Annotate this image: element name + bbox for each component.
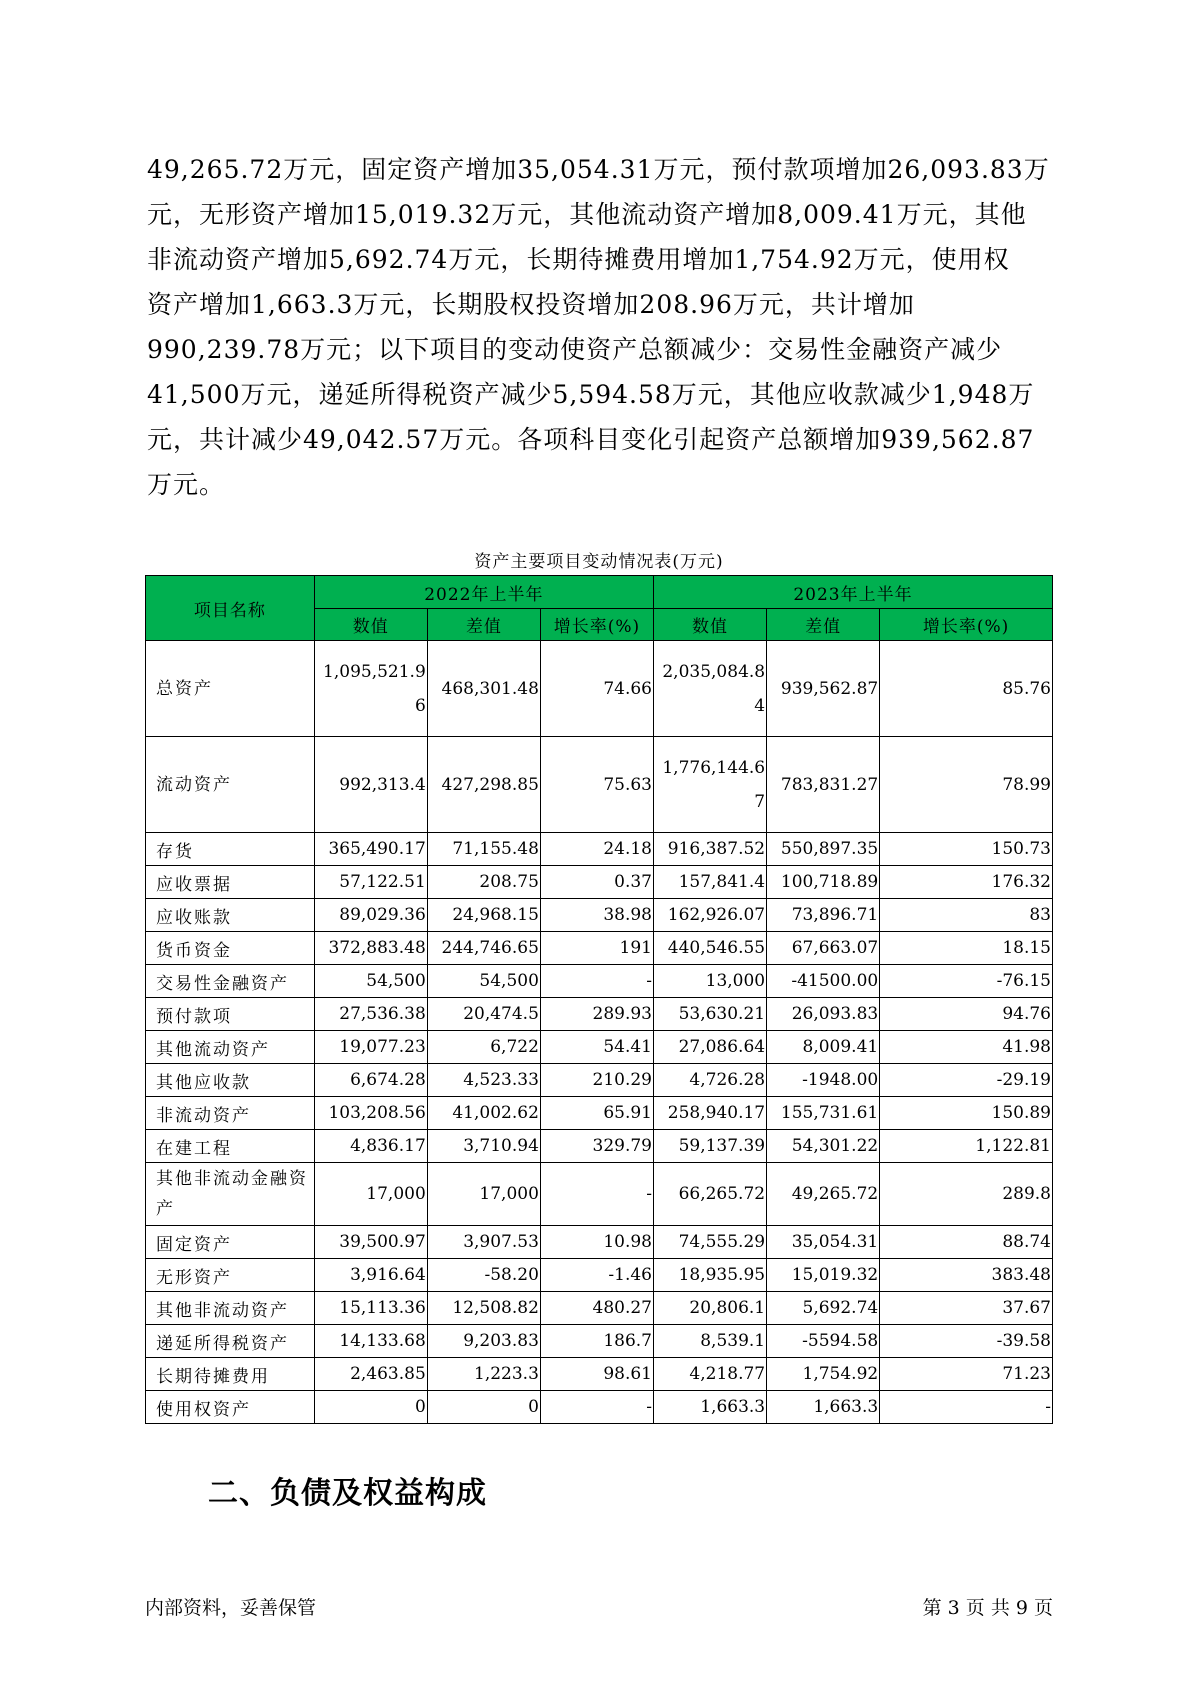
cell-value-2022: 992,313.4	[314, 737, 427, 833]
cell-diff-2022: 9,203.83	[427, 1325, 540, 1358]
cell-value-2022: 4,836.17	[314, 1130, 427, 1163]
table-caption: 资产主要项目变动情况表(万元)	[474, 552, 724, 572]
footer-confidential-note: 内部资料，妥善保管	[145, 1597, 317, 1619]
cell-growth-2022: 38.98	[540, 899, 653, 932]
cell-value-2023: 258,940.17	[654, 1097, 767, 1130]
row-item-name: 在建工程	[146, 1130, 315, 1163]
table-row	[146, 1358, 1053, 1391]
table-row	[146, 998, 1053, 1031]
table-row	[146, 965, 1053, 998]
cell-diff-2022: 0	[427, 1391, 540, 1424]
table-row	[146, 1325, 1053, 1358]
cell-value-2022: 14,133.68	[314, 1325, 427, 1358]
cell-value-2022: 39,500.97	[314, 1226, 427, 1259]
cell-growth-2023: 88.74	[880, 1226, 1053, 1259]
cell-growth-2023: 37.67	[880, 1292, 1053, 1325]
cell-diff-2023: 1,754.92	[767, 1358, 880, 1391]
cell-value-2023: 4,218.77	[654, 1358, 767, 1391]
paragraph-line: 资产增加1,663.3万元，长期股权投资增加208.96万元，共计增加	[147, 290, 915, 319]
cell-diff-2023: 73,896.71	[767, 899, 880, 932]
paragraph-line: 41,500万元，递延所得税资产减少5,594.58万元，其他应收款减少1,948万	[147, 380, 1035, 409]
cell-diff-2023: 1,663.3	[767, 1391, 880, 1424]
cell-value-2022: 89,029.36	[314, 899, 427, 932]
cell-diff-2022: 12,508.82	[427, 1292, 540, 1325]
row-item-name: 货币资金	[146, 932, 315, 965]
cell-value-2023: 1,776,144.67	[654, 737, 767, 833]
cell-growth-2022: 98.61	[540, 1358, 653, 1391]
row-item-name: 其他非流动资产	[146, 1292, 315, 1325]
cell-growth-2023: 176.32	[880, 866, 1053, 899]
cell-diff-2022: 208.75	[427, 866, 540, 899]
cell-value-2022: 15,113.36	[314, 1292, 427, 1325]
row-item-name: 无形资产	[146, 1259, 315, 1292]
row-item-name: 应收票据	[146, 866, 315, 899]
cell-diff-2022: 427,298.85	[427, 737, 540, 833]
cell-growth-2022: 329.79	[540, 1130, 653, 1163]
cell-diff-2023: -1948.00	[767, 1064, 880, 1097]
table-row	[146, 866, 1053, 899]
cell-growth-2023: 94.76	[880, 998, 1053, 1031]
cell-value-2023: 157,841.4	[654, 866, 767, 899]
cell-value-2022: 365,490.17	[314, 833, 427, 866]
cell-diff-2023: 8,009.41	[767, 1031, 880, 1064]
cell-value-2022: 6,674.28	[314, 1064, 427, 1097]
cell-value-2023: 916,387.52	[654, 833, 767, 866]
cell-growth-2022: 186.7	[540, 1325, 653, 1358]
cell-growth-2023: 41.98	[880, 1031, 1053, 1064]
cell-diff-2023: 35,054.31	[767, 1226, 880, 1259]
table-row	[146, 932, 1053, 965]
cell-value-2022: 3,916.64	[314, 1259, 427, 1292]
cell-diff-2022: 6,722	[427, 1031, 540, 1064]
header-growth-2023: 增长率(%)	[880, 609, 1053, 641]
cell-growth-2022: 54.41	[540, 1031, 653, 1064]
cell-diff-2023: 100,718.89	[767, 866, 880, 899]
cell-growth-2023: 383.48	[880, 1259, 1053, 1292]
section-heading: 二、负债及权益构成	[208, 1476, 487, 1511]
cell-diff-2023: 783,831.27	[767, 737, 880, 833]
cell-value-2023: 4,726.28	[654, 1064, 767, 1097]
cell-growth-2022: 75.63	[540, 737, 653, 833]
cell-growth-2023: 78.99	[880, 737, 1053, 833]
paragraph-line: 990,239.78万元；以下项目的变动使资产总额减少：交易性金融资产减少	[147, 335, 1003, 364]
table-row	[146, 1064, 1053, 1097]
cell-value-2023: 162,926.07	[654, 899, 767, 932]
body-paragraph	[147, 147, 1052, 507]
table-row	[146, 833, 1053, 866]
table-row	[146, 1292, 1053, 1325]
cell-growth-2023: -39.58	[880, 1325, 1053, 1358]
cell-growth-2023: -29.19	[880, 1064, 1053, 1097]
cell-diff-2023: 15,019.32	[767, 1259, 880, 1292]
cell-diff-2022: 468,301.48	[427, 641, 540, 737]
cell-value-2023: 2,035,084.84	[654, 641, 767, 737]
cell-diff-2023: 5,692.74	[767, 1292, 880, 1325]
cell-value-2023: 8,539.1	[654, 1325, 767, 1358]
cell-growth-2022: 10.98	[540, 1226, 653, 1259]
cell-value-2022: 0	[314, 1391, 427, 1424]
paragraph-line: 万元。	[147, 470, 226, 499]
row-item-name: 长期待摊费用	[146, 1358, 315, 1391]
header-value-2022: 数值	[314, 609, 427, 641]
cell-diff-2023: 49,265.72	[767, 1163, 880, 1226]
table-row	[146, 1130, 1053, 1163]
cell-diff-2022: 3,710.94	[427, 1130, 540, 1163]
paragraph-line: 元，共计减少49,042.57万元。各项科目变化引起资产总额增加939,562.87	[147, 425, 1035, 454]
header-growth-2022: 增长率(%)	[540, 609, 653, 641]
cell-growth-2023: 150.89	[880, 1097, 1053, 1130]
table-row	[146, 1391, 1053, 1424]
cell-diff-2023: 26,093.83	[767, 998, 880, 1031]
cell-growth-2022: -1.46	[540, 1259, 653, 1292]
cell-value-2023: 27,086.64	[654, 1031, 767, 1064]
cell-growth-2023: 1,122.81	[880, 1130, 1053, 1163]
cell-growth-2023: 85.76	[880, 641, 1053, 737]
header-period-2023: 2023年上半年	[654, 576, 1053, 609]
cell-value-2023: 74,555.29	[654, 1226, 767, 1259]
row-item-name: 总资产	[146, 641, 315, 737]
cell-diff-2022: 4,523.33	[427, 1064, 540, 1097]
cell-diff-2022: -58.20	[427, 1259, 540, 1292]
cell-diff-2023: 550,897.35	[767, 833, 880, 866]
row-item-name: 其他流动资产	[146, 1031, 315, 1064]
cell-diff-2023: -41500.00	[767, 965, 880, 998]
row-item-name: 使用权资产	[146, 1391, 315, 1424]
cell-growth-2022: 74.66	[540, 641, 653, 737]
cell-growth-2023: -76.15	[880, 965, 1053, 998]
cell-diff-2023: -5594.58	[767, 1325, 880, 1358]
cell-value-2022: 19,077.23	[314, 1031, 427, 1064]
cell-value-2023: 1,663.3	[654, 1391, 767, 1424]
header-diff-2023: 差值	[767, 609, 880, 641]
row-item-name: 应收账款	[146, 899, 315, 932]
cell-growth-2023: 83	[880, 899, 1053, 932]
cell-growth-2023: 71.23	[880, 1358, 1053, 1391]
cell-diff-2022: 24,968.15	[427, 899, 540, 932]
cell-diff-2023: 54,301.22	[767, 1130, 880, 1163]
row-item-name: 固定资产	[146, 1226, 315, 1259]
row-item-name: 非流动资产	[146, 1097, 315, 1130]
cell-diff-2022: 20,474.5	[427, 998, 540, 1031]
footer-page-number: 第 3 页 共 9 页	[922, 1597, 1053, 1619]
cell-growth-2023: 289.8	[880, 1163, 1053, 1226]
cell-diff-2022: 54,500	[427, 965, 540, 998]
header-item-name: 项目名称	[146, 576, 315, 641]
table-row	[146, 641, 1053, 737]
cell-value-2022: 54,500	[314, 965, 427, 998]
row-item-name: 流动资产	[146, 737, 315, 833]
table-row	[146, 1259, 1053, 1292]
table-row	[146, 737, 1053, 833]
cell-value-2023: 18,935.95	[654, 1259, 767, 1292]
paragraph-line: 非流动资产增加5,692.74万元，长期待摊费用增加1,754.92万元，使用权	[147, 245, 1010, 274]
cell-growth-2022: 0.37	[540, 866, 653, 899]
cell-value-2023: 440,546.55	[654, 932, 767, 965]
cell-growth-2023: -	[880, 1391, 1053, 1424]
table-row	[146, 1226, 1053, 1259]
row-item-name: 存货	[146, 833, 315, 866]
row-item-name: 递延所得税资产	[146, 1325, 315, 1358]
header-period-2022: 2022年上半年	[314, 576, 653, 609]
cell-growth-2022: -	[540, 965, 653, 998]
row-item-name: 预付款项	[146, 998, 315, 1031]
cell-diff-2023: 155,731.61	[767, 1097, 880, 1130]
cell-value-2022: 372,883.48	[314, 932, 427, 965]
cell-value-2022: 103,208.56	[314, 1097, 427, 1130]
cell-growth-2022: 289.93	[540, 998, 653, 1031]
header-diff-2022: 差值	[427, 609, 540, 641]
paragraph-line: 49,265.72万元，固定资产增加35,054.31万元，预付款项增加26,093.83万	[147, 155, 1050, 184]
row-item-name: 交易性金融资产	[146, 965, 315, 998]
table-row	[146, 1097, 1053, 1130]
table-row	[146, 1163, 1053, 1226]
cell-growth-2022: -	[540, 1391, 653, 1424]
cell-growth-2023: 18.15	[880, 932, 1053, 965]
header-value-2023: 数值	[654, 609, 767, 641]
table-row	[146, 899, 1053, 932]
cell-value-2022: 2,463.85	[314, 1358, 427, 1391]
cell-diff-2022: 244,746.65	[427, 932, 540, 965]
row-item-name: 其他非流动金融资产	[146, 1163, 315, 1226]
cell-value-2022: 17,000	[314, 1163, 427, 1226]
cell-growth-2023: 150.73	[880, 833, 1053, 866]
cell-diff-2022: 41,002.62	[427, 1097, 540, 1130]
cell-value-2023: 13,000	[654, 965, 767, 998]
cell-growth-2022: 210.29	[540, 1064, 653, 1097]
cell-value-2022: 1,095,521.96	[314, 641, 427, 737]
cell-diff-2022: 71,155.48	[427, 833, 540, 866]
cell-growth-2022: 191	[540, 932, 653, 965]
cell-growth-2022: -	[540, 1163, 653, 1226]
row-item-name: 其他应收款	[146, 1064, 315, 1097]
cell-growth-2022: 24.18	[540, 833, 653, 866]
cell-value-2023: 66,265.72	[654, 1163, 767, 1226]
cell-value-2023: 59,137.39	[654, 1130, 767, 1163]
cell-value-2023: 53,630.21	[654, 998, 767, 1031]
table-row	[146, 1031, 1053, 1064]
cell-growth-2022: 480.27	[540, 1292, 653, 1325]
cell-diff-2023: 67,663.07	[767, 932, 880, 965]
cell-diff-2022: 1,223.3	[427, 1358, 540, 1391]
cell-diff-2023: 939,562.87	[767, 641, 880, 737]
cell-value-2023: 20,806.1	[654, 1292, 767, 1325]
asset-change-table	[145, 575, 1053, 1424]
cell-diff-2022: 17,000	[427, 1163, 540, 1226]
cell-diff-2022: 3,907.53	[427, 1226, 540, 1259]
paragraph-line: 元，无形资产增加15,019.32万元，其他流动资产增加8,009.41万元，其他	[147, 200, 1027, 229]
cell-growth-2022: 65.91	[540, 1097, 653, 1130]
cell-value-2022: 57,122.51	[314, 866, 427, 899]
cell-value-2022: 27,536.38	[314, 998, 427, 1031]
